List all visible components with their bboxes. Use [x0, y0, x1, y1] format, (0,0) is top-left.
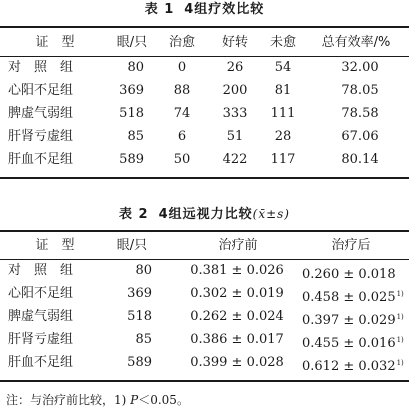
significance-mark: 1) [396, 359, 404, 367]
eyes-cell: 369 [127, 286, 152, 301]
group-cell: 肝肾亏虚组 [8, 332, 74, 347]
table2-bottom-rule [0, 380, 409, 382]
table-row [0, 260, 409, 282]
table1-header-eyes: 眼/只 [116, 35, 148, 50]
before-cell: 0.399 ± 0.028 [190, 355, 284, 370]
group-cell: 对 照 组 [8, 60, 74, 75]
eyes-cell: 589 [119, 152, 144, 167]
before-cell: 0.302 ± 0.019 [190, 286, 284, 301]
eyes-cell: 85 [127, 129, 144, 144]
eyes-cell: 80 [135, 263, 152, 278]
uncured-cell: 117 [270, 152, 296, 167]
after-value: 0.612 ± 0.032 [302, 359, 396, 374]
table2-caption [0, 206, 409, 223]
table1-caption-text: 4组疗效比较 [184, 2, 265, 17]
table-row [0, 126, 409, 148]
after-cell [302, 352, 406, 374]
footnote [6, 392, 189, 408]
table-row [0, 57, 409, 79]
group-cell: 心阳不足组 [8, 286, 74, 301]
rate-cell: 80.14 [341, 152, 379, 167]
eyes-cell: 80 [127, 60, 144, 75]
table2-caption-stat: (x̄±s) [252, 207, 290, 221]
group-cell: 心阳不足组 [8, 83, 74, 98]
eyes-cell: 518 [127, 309, 152, 324]
table1-header-group: 证 型 [35, 35, 75, 50]
significance-mark: 1) [396, 313, 404, 321]
table1-header-uncured: 未愈 [269, 35, 296, 50]
table1-bottom-rule [0, 177, 409, 179]
table2-top-rule [0, 230, 409, 232]
uncured-cell: 81 [274, 83, 292, 98]
before-cell: 0.381 ± 0.026 [190, 263, 284, 278]
improved-cell: 422 [222, 152, 248, 167]
cured-cell: 50 [173, 152, 191, 167]
group-cell: 对 照 组 [8, 263, 74, 278]
before-cell: 0.386 ± 0.017 [190, 332, 284, 347]
before-cell: 0.262 ± 0.024 [190, 309, 284, 324]
table-row [0, 80, 409, 102]
table2-header-eyes: 眼/只 [116, 238, 148, 253]
table-row [0, 352, 409, 374]
cured-cell: 6 [177, 129, 187, 144]
after-cell [302, 260, 406, 282]
eyes-cell: 518 [119, 106, 144, 121]
table1-caption [0, 2, 409, 18]
significance-mark: 1) [396, 336, 404, 344]
table2-header-before: 治疗前 [218, 238, 258, 253]
table-row [0, 329, 409, 351]
table1-header-improved: 好转 [221, 35, 248, 50]
group-cell: 肝血不足组 [8, 152, 74, 167]
group-cell: 脾虚气弱组 [8, 309, 74, 324]
improved-cell: 200 [222, 83, 248, 98]
table2-caption-label: 表 2 [119, 207, 149, 222]
after-value: 0.455 ± 0.016 [302, 336, 396, 351]
group-cell: 肝肾亏虚组 [8, 129, 74, 144]
cured-cell: 88 [173, 83, 191, 98]
rate-cell: 32.00 [341, 60, 379, 75]
uncured-cell: 111 [270, 106, 296, 121]
cured-cell: 74 [173, 106, 191, 121]
after-value: 0.397 ± 0.029 [302, 313, 396, 328]
after-value: 0.260 ± 0.018 [302, 267, 396, 282]
eyes-cell: 589 [127, 355, 152, 370]
table1-header-cured: 治愈 [168, 35, 195, 50]
table-row [0, 103, 409, 125]
table-row [0, 149, 409, 171]
after-cell [302, 329, 406, 351]
table1-header-rate: 总有效率/% [321, 35, 391, 50]
rate-cell: 67.06 [341, 129, 379, 144]
group-cell: 脾虚气弱组 [8, 106, 74, 121]
table1-caption-label: 表 1 [144, 2, 175, 17]
table2-header-after: 治疗后 [331, 238, 371, 253]
footnote-p: P [130, 393, 139, 407]
table2-header-row [0, 235, 409, 257]
cured-cell: 0 [177, 60, 187, 75]
improved-cell: 333 [222, 106, 248, 121]
table-row [0, 306, 409, 328]
improved-cell: 26 [226, 60, 244, 75]
after-cell [302, 306, 406, 328]
eyes-cell: 369 [119, 83, 144, 98]
table-row [0, 283, 409, 305]
uncured-cell: 28 [274, 129, 292, 144]
after-cell [302, 283, 406, 305]
table1-top-rule [0, 26, 409, 28]
significance-mark: 1) [396, 290, 404, 298]
after-value: 0.458 ± 0.025 [302, 290, 396, 305]
eyes-cell: 85 [135, 332, 152, 347]
footnote-suffix: ＜0.05。 [138, 393, 189, 407]
footnote-prefix: 注：与治疗前比较，1) [6, 393, 131, 407]
table2-caption-text: 4组远视力比较 [158, 207, 253, 222]
table1-header-row [0, 32, 409, 54]
uncured-cell: 54 [274, 60, 292, 75]
group-cell: 肝血不足组 [8, 355, 74, 370]
table2-header-group: 证 型 [35, 238, 75, 253]
rate-cell: 78.05 [341, 83, 379, 98]
improved-cell: 51 [226, 129, 244, 144]
rate-cell: 78.58 [341, 106, 379, 121]
